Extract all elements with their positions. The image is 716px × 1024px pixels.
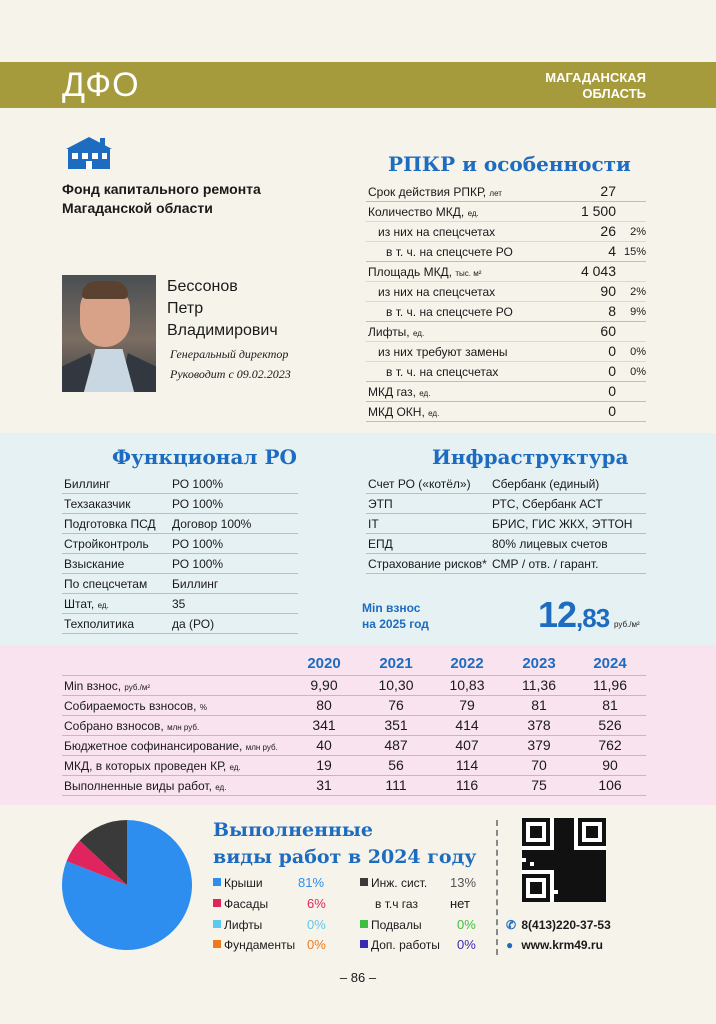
yearly-header (62, 654, 646, 676)
yearly-value: 70 (531, 757, 547, 773)
rpkr-label (368, 405, 439, 419)
functional-key-text: Техполитика (64, 617, 135, 631)
year-header: 2020 (307, 655, 341, 672)
rpkr-unit: ед. (428, 409, 440, 418)
house-icon (62, 135, 116, 171)
rpkr-value: 26 (600, 223, 616, 239)
yearly-label-text: Собираемость взносов, (64, 699, 197, 713)
legend-item (213, 938, 295, 952)
legend-name: Инж. сист. (371, 876, 428, 890)
rpkr-label (368, 185, 502, 199)
legend-percent: 0% (307, 917, 326, 932)
yearly-row (62, 676, 646, 696)
yearly-value: 116 (455, 777, 479, 793)
yearly-label-text: МКД, в которых проведен КР, (64, 759, 227, 773)
fund-name: Фонд капитального ремонта Магаданской области (62, 181, 261, 216)
rpkr-label-text: МКД газ, (368, 385, 416, 399)
rpkr-label (386, 305, 513, 319)
functional-value: РО 100% (172, 477, 224, 491)
yearly-unit: млн руб. (167, 723, 200, 732)
yearly-value: 9,90 (310, 677, 338, 693)
functional-key (64, 577, 147, 591)
yearly-label-text: Бюджетное софинансирование, (64, 739, 243, 753)
rpkr-row (366, 222, 646, 242)
rpkr-unit: лет (489, 189, 502, 198)
yearly-unit: млн руб. (245, 743, 278, 752)
rpkr-label (386, 365, 498, 379)
functional-row (62, 474, 298, 494)
yearly-label (64, 759, 241, 773)
yearly-value: 75 (531, 777, 547, 793)
yearly-label-text: Min взнос, (64, 679, 122, 693)
legend-item (213, 876, 263, 890)
yearly-value: 379 (527, 737, 551, 753)
yearly-value: 80 (316, 697, 332, 713)
rpkr-value: 27 (600, 183, 616, 199)
yearly-row (62, 776, 646, 796)
yearly-value: 19 (316, 757, 332, 773)
yearly-label-text: Выполненные виды работ, (64, 779, 212, 793)
rpkr-value: 0 (608, 403, 616, 419)
yearly-value: 81 (531, 697, 547, 713)
year-header: 2021 (379, 655, 413, 672)
functional-value: да (РО) (172, 617, 215, 631)
functional-key-text: Техзаказчик (64, 497, 131, 511)
rpkr-unit: ед. (413, 329, 425, 338)
yearly-value: 114 (455, 757, 479, 773)
yearly-value: 90 (602, 757, 618, 773)
director-role: Генеральный директор Руководит с 09.02.2023 (170, 347, 291, 381)
legend-item (213, 918, 262, 932)
legend-swatch (360, 920, 368, 928)
legend-swatch (213, 940, 221, 948)
rpkr-label (368, 385, 430, 399)
yearly-value: 762 (598, 737, 622, 753)
infrastructure-title: Инфраструктура (432, 445, 629, 469)
legend-swatch (213, 920, 221, 928)
legend-name: Доп. работы (371, 938, 440, 952)
functional-key (64, 517, 156, 531)
functional-key-text: Подготовка ПСД (64, 517, 156, 531)
rpkr-value: 8 (608, 303, 616, 319)
rpkr-row (366, 202, 646, 222)
infrastructure-key: IT (368, 517, 379, 531)
infrastructure-row (366, 534, 646, 554)
director-name: Бессонов Петр Владимирович (167, 278, 278, 339)
region-code: ДФО (62, 66, 140, 104)
yearly-value: 111 (385, 777, 407, 793)
rpkr-value: 0 (608, 363, 616, 379)
functional-table (62, 474, 298, 634)
yearly-value: 11,36 (522, 677, 556, 693)
legend-percent: нет (450, 896, 470, 911)
rpkr-label-text: из них на спецсчетах (378, 225, 496, 239)
yearly-row (62, 756, 646, 776)
legend-item (360, 938, 440, 952)
infrastructure-row (366, 494, 646, 514)
director-photo (62, 275, 156, 392)
yearly-value: 40 (316, 737, 332, 753)
rpkr-label-text: Количество МКД, (368, 205, 465, 219)
legend-name: Подвалы (371, 918, 422, 932)
functional-key-text: Взыскание (64, 557, 125, 571)
infrastructure-value: СМР / отв. / гарант. (492, 557, 599, 571)
yearly-row (62, 716, 646, 736)
functional-key (64, 477, 110, 491)
yearly-value: 31 (316, 777, 332, 793)
functional-value: 35 (172, 597, 186, 611)
functional-row (62, 554, 298, 574)
rpkr-row (366, 262, 646, 282)
rpkr-value: 90 (600, 283, 616, 299)
year-header: 2023 (522, 655, 556, 672)
rpkr-label (386, 245, 513, 259)
legend-item (360, 876, 427, 890)
yearly-value: 10,30 (378, 677, 414, 693)
qr-code[interactable] (522, 818, 606, 902)
infrastructure-row (366, 474, 646, 494)
rpkr-value: 1 500 (580, 203, 616, 219)
functional-value: РО 100% (172, 557, 224, 571)
rpkr-percent: 9% (630, 306, 646, 318)
yearly-value: 378 (527, 717, 551, 733)
functional-unit: ед. (97, 601, 109, 610)
yearly-row (62, 736, 646, 756)
infrastructure-value: Сбербанк (единый) (492, 477, 600, 491)
yearly-value: 526 (598, 717, 622, 733)
rpkr-label (368, 325, 424, 339)
works-pie-chart (62, 820, 192, 950)
yearly-table (62, 654, 646, 796)
infrastructure-row (366, 514, 646, 534)
yearly-value: 76 (388, 697, 404, 713)
rpkr-label (378, 285, 495, 299)
legend-swatch (360, 940, 368, 948)
legend-name: Фасады (224, 897, 269, 911)
rpkr-row (366, 322, 646, 342)
legend-percent: 6% (307, 896, 326, 911)
works-title: Выполненные виды работ в 2024 году (213, 819, 477, 868)
yearly-label (64, 779, 226, 793)
rpkr-percent: 2% (630, 226, 646, 238)
infrastructure-key: Счет РО («котёл») (368, 477, 471, 491)
rpkr-value: 60 (600, 323, 616, 339)
yearly-unit: ед. (215, 783, 227, 792)
legend-percent: 0% (457, 917, 476, 932)
functional-value: Биллинг (172, 577, 219, 591)
min-fee-label: Min взнос на 2025 год (362, 601, 429, 631)
functional-row (62, 514, 298, 534)
rpkr-label-text: из них требуют замены (378, 345, 508, 359)
functional-key-text: По спецсчетам (64, 577, 148, 591)
rpkr-label (368, 205, 479, 219)
rpkr-value: 0 (608, 343, 616, 359)
infrastructure-value: БРИС, ГИС ЖКХ, ЭТТОН (492, 517, 633, 531)
infrastructure-table (366, 474, 646, 574)
yearly-value: 351 (384, 717, 408, 733)
rpkr-percent: 0% (630, 346, 646, 358)
rpkr-row (366, 242, 646, 262)
rpkr-label-text: в т. ч. на спецсчете РО (386, 245, 513, 259)
yearly-label (64, 719, 199, 733)
year-header: 2024 (593, 655, 627, 672)
infrastructure-value: РТС, Сбербанк АСТ (492, 497, 603, 511)
functional-value: Договор 100% (172, 517, 252, 531)
rpkr-unit: ед. (467, 209, 479, 218)
legend-item (360, 918, 422, 932)
functional-key-text: Стройконтроль (64, 537, 149, 551)
min-fee-value: 12,83 (538, 594, 610, 635)
legend-name: Лифты (224, 918, 263, 932)
legend-swatch (213, 899, 221, 907)
page-number: – 86 – (339, 970, 377, 985)
functional-key-text: Штат, (64, 597, 95, 611)
yearly-label (64, 699, 207, 713)
functional-row (62, 614, 298, 634)
legend-swatch (360, 899, 372, 907)
rpkr-label-text: в т. ч. на спецсчетах (386, 365, 499, 379)
yearly-value: 414 (455, 717, 479, 733)
rpkr-value: 4 043 (580, 263, 616, 279)
functional-row (62, 594, 298, 614)
rpkr-percent: 15% (623, 246, 646, 258)
rpkr-label-text: из них на спецсчетах (378, 285, 496, 299)
functional-row (62, 574, 298, 594)
yearly-value: 487 (384, 737, 408, 753)
rpkr-row (366, 342, 646, 362)
functional-title: Функционал РО (112, 445, 297, 469)
functional-value: РО 100% (172, 497, 224, 511)
legend-percent: 13% (450, 875, 477, 890)
functional-row (62, 534, 298, 554)
legend-name: Крыши (224, 876, 263, 890)
yearly-label-text: Собрано взносов, (64, 719, 164, 733)
yearly-unit: руб./м² (124, 683, 151, 692)
rpkr-row (366, 362, 646, 382)
yearly-label (64, 679, 150, 693)
phone-icon: ✆ (506, 918, 517, 932)
rpkr-row (366, 182, 646, 202)
rpkr-percent: 0% (630, 366, 646, 378)
functional-value: РО 100% (172, 537, 224, 551)
rpkr-table (366, 182, 646, 422)
functional-key (64, 617, 134, 631)
yearly-value: 79 (459, 697, 475, 713)
year-header: 2022 (450, 655, 484, 672)
infrastructure-key: ЕПД (368, 537, 393, 551)
rpkr-label (368, 265, 481, 279)
phone-contact[interactable]: ✆ 8(413)220-37-53 (506, 918, 611, 932)
legend-name: в т.ч газ (375, 897, 418, 911)
infrastructure-key: ЭТП (368, 497, 393, 511)
yearly-label (64, 739, 278, 753)
rpkr-label-text: Срок действия РПКР, (368, 185, 487, 199)
legend-percent: 0% (307, 937, 326, 952)
min-fee-unit: руб./м² (614, 620, 640, 629)
yearly-unit: ед. (229, 763, 241, 772)
rpkr-label-text: Площадь МКД, (368, 265, 453, 279)
legend-swatch (213, 878, 221, 886)
rpkr-unit: тыс. м² (455, 269, 482, 278)
rpkr-row (366, 302, 646, 322)
legend-swatch (360, 878, 368, 886)
yearly-value: 81 (602, 697, 618, 713)
yearly-value: 11,96 (593, 677, 627, 693)
legend-item (360, 897, 418, 911)
website-link[interactable]: ● www.krm49.ru (506, 938, 603, 952)
rpkr-percent: 2% (630, 286, 646, 298)
infrastructure-key: Страхование рисков* (368, 557, 487, 571)
functional-key (64, 597, 109, 611)
functional-key (64, 497, 130, 511)
rpkr-row (366, 282, 646, 302)
yearly-unit: % (199, 703, 207, 712)
rpkr-label-text: МКД ОКН, (368, 405, 425, 419)
legend-percent: 81% (298, 875, 325, 890)
rpkr-label-text: Лифты, (368, 325, 410, 339)
infrastructure-row (366, 554, 646, 574)
legend-item (213, 897, 268, 911)
rpkr-row (366, 382, 646, 402)
yearly-value: 10,83 (449, 677, 485, 693)
rpkr-value: 0 (608, 383, 616, 399)
functional-key-text: Биллинг (64, 477, 111, 491)
region-header (0, 62, 716, 108)
functional-key (64, 537, 149, 551)
rpkr-row (366, 402, 646, 422)
rpkr-title: РПКР и особенности (388, 152, 631, 176)
yearly-value: 106 (598, 777, 622, 793)
rpkr-label-text: в т. ч. на спецсчете РО (386, 305, 513, 319)
yearly-value: 341 (312, 717, 336, 733)
infrastructure-value: 80% лицевых счетов (492, 537, 608, 551)
yearly-value: 407 (455, 737, 479, 753)
rpkr-value: 4 (608, 243, 616, 259)
rpkr-label (378, 345, 507, 359)
legend-percent: 0% (457, 937, 476, 952)
region-name: МАГАДАНСКАЯ ОБЛАСТЬ (545, 70, 646, 101)
yearly-value: 56 (388, 757, 404, 773)
rpkr-label (378, 225, 495, 239)
divider (496, 820, 498, 955)
functional-key (64, 557, 124, 571)
globe-icon: ● (506, 938, 514, 952)
yearly-row (62, 696, 646, 716)
legend-name: Фундаменты (224, 938, 296, 952)
rpkr-unit: ед. (419, 389, 431, 398)
functional-row (62, 494, 298, 514)
